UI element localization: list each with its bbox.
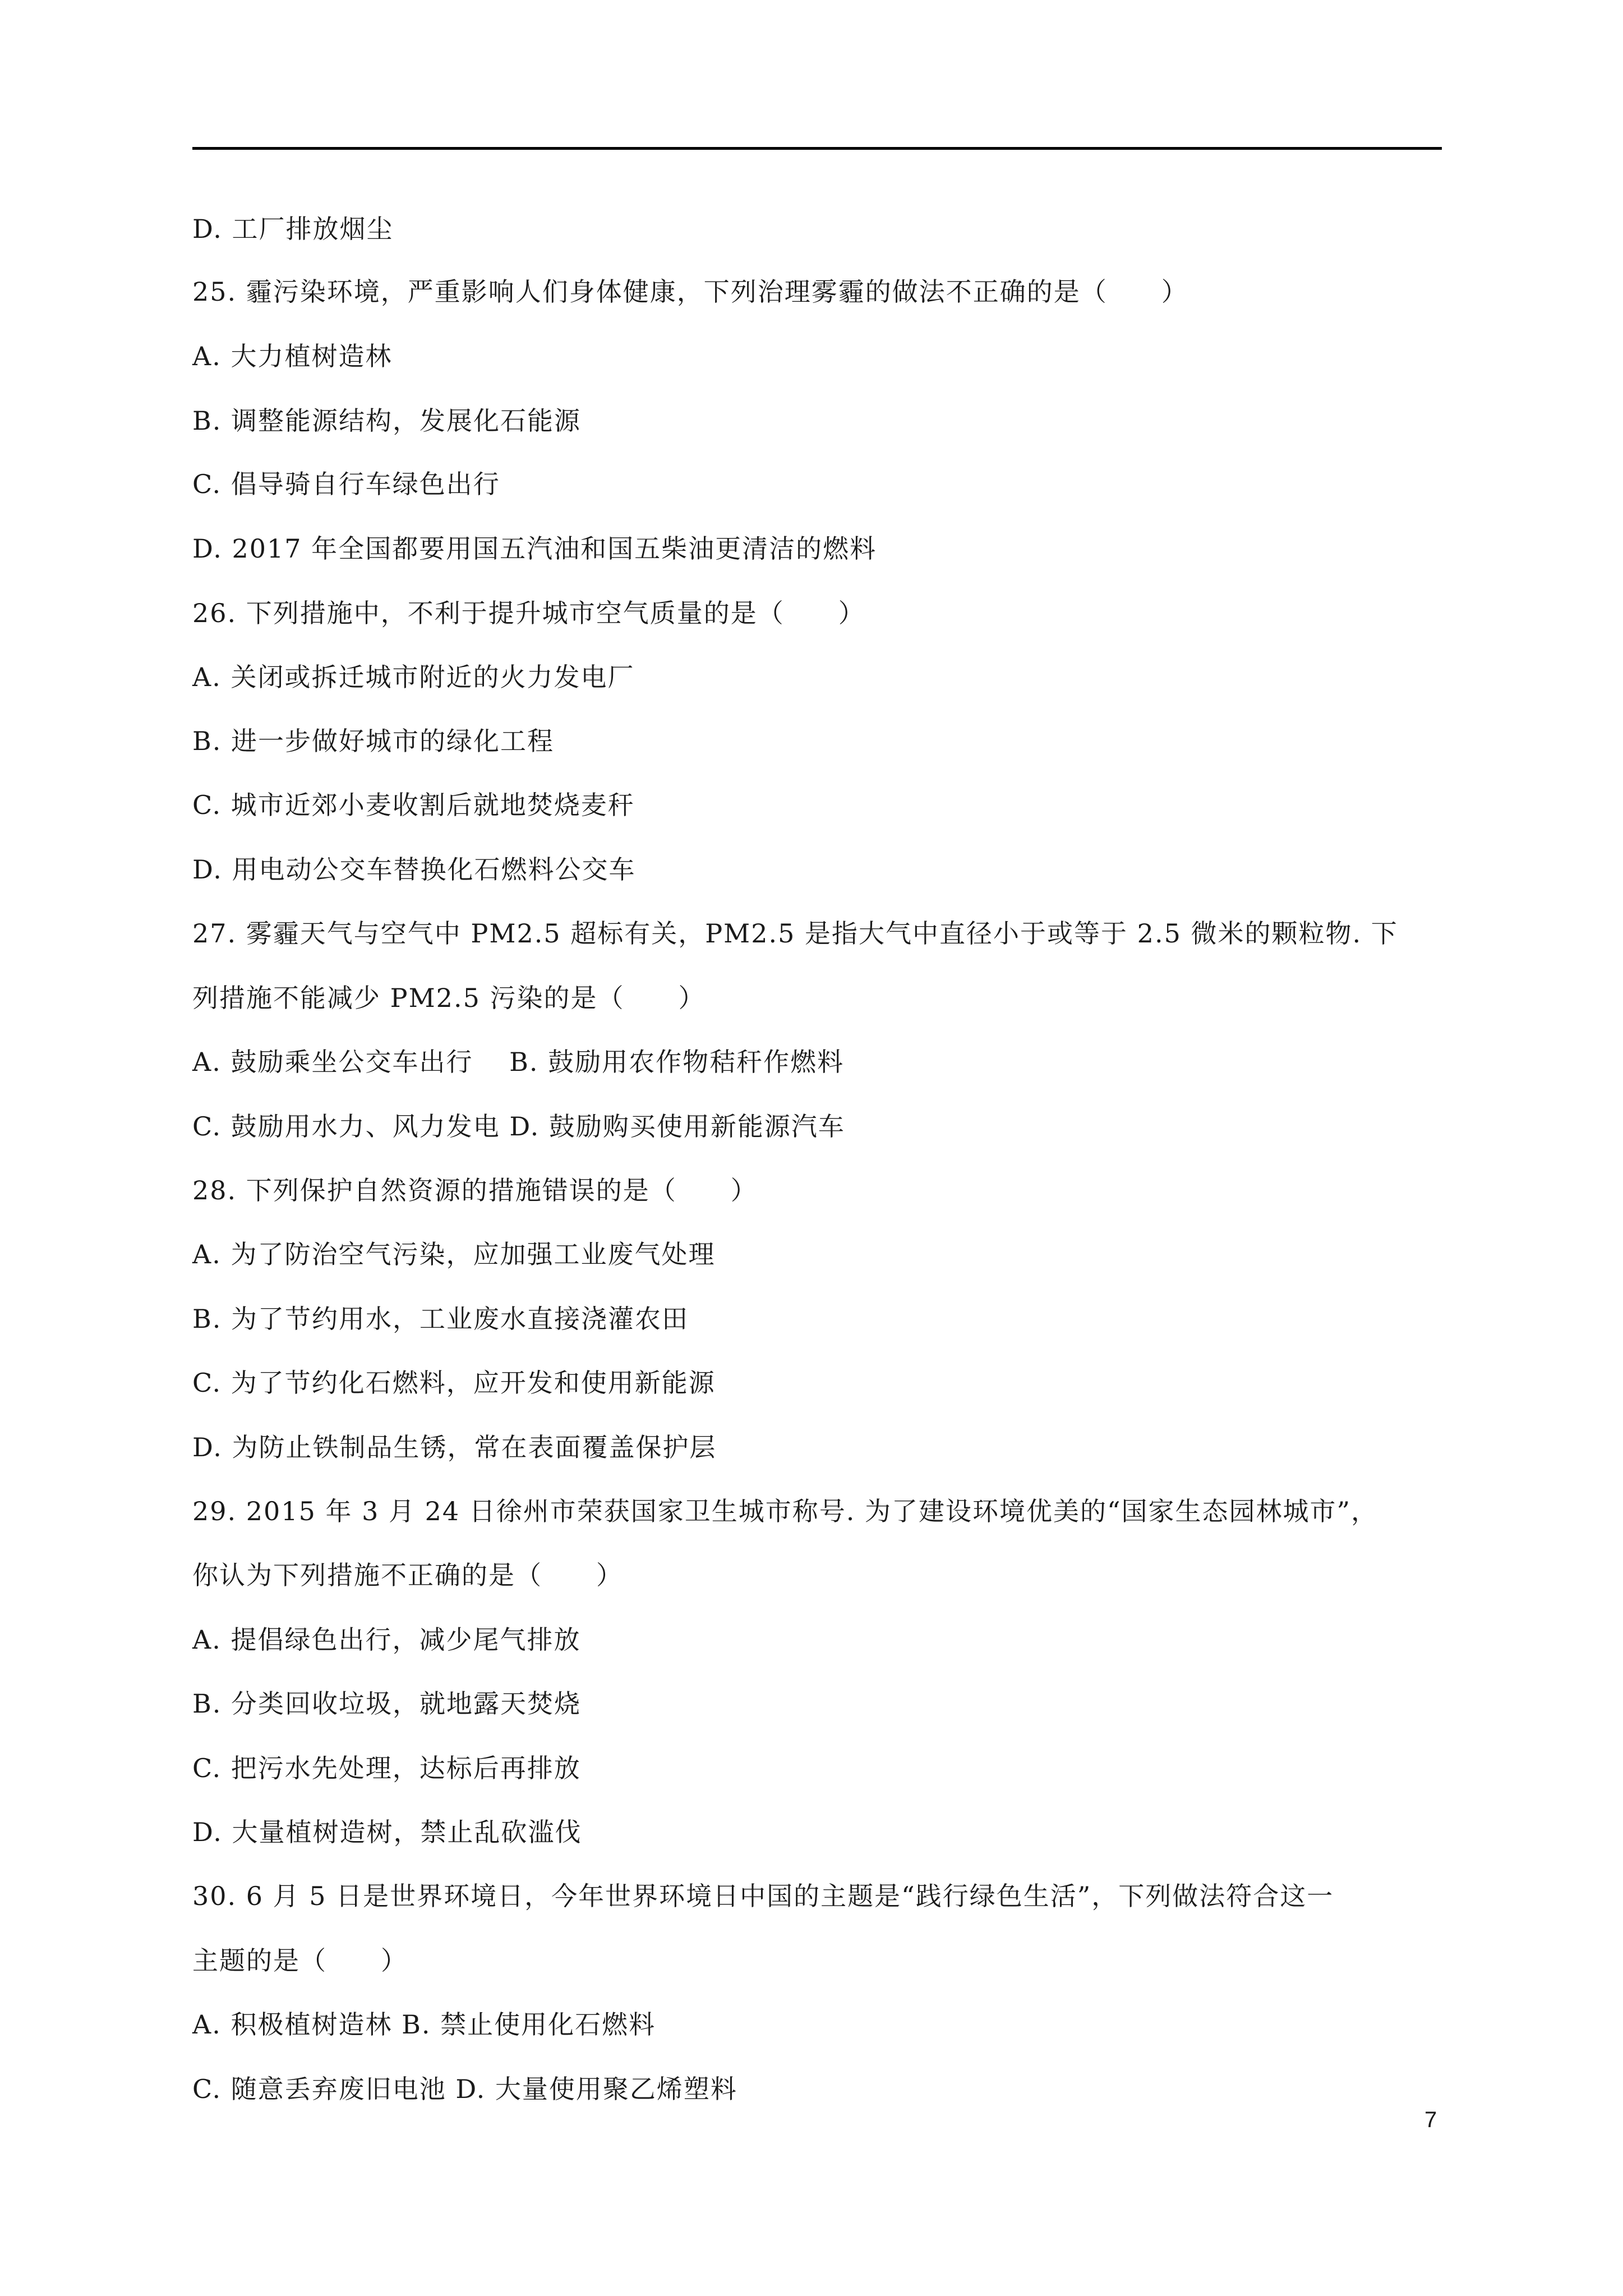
page-number: 7 — [1424, 2108, 1437, 2132]
text-line: D. 为防止铁制品生锈，常在表面覆盖保护层 — [192, 1432, 717, 1462]
text-line: D. 用电动公交车替换化石燃料公交车 — [192, 854, 636, 885]
text-line: A. 提倡绿色出行，减少尾气排放 — [192, 1625, 581, 1655]
text-line: B. 为了节约用水，工业废水直接浇灌农田 — [192, 1304, 689, 1334]
text-line: 列措施不能减少 PM2.5 污染的是（ ） — [192, 983, 706, 1013]
text-line: C. 把污水先处理，达标后再排放 — [192, 1753, 581, 1783]
text-line: D. 大量植树造树，禁止乱砍滥伐 — [192, 1817, 582, 1847]
text-line: 你认为下列措施不正确的是（ ） — [192, 1560, 623, 1590]
text-line: C. 倡导骑自行车绿色出行 — [192, 469, 500, 499]
text-line: C. 随意丢弃废旧电池 D. 大量使用聚乙烯塑料 — [192, 2074, 737, 2104]
text-line: A. 鼓励乘坐公交车出行 B. 鼓励用农作物秸秆作燃料 — [192, 1047, 845, 1077]
text-line: A. 为了防治空气污染，应加强工业废气处理 — [192, 1239, 716, 1269]
text-line: B. 调整能源结构，发展化石能源 — [192, 406, 582, 436]
text-line: A. 积极植树造林 B. 禁止使用化石燃料 — [192, 2009, 656, 2040]
question-27: 27. 雾霾天气与空气中 PM2.5 超标有关，PM2.5 是指大气中直径小于或等于 2.5 微米的颗粒物. 下 — [192, 918, 1398, 949]
text-line: 主题的是（ ） — [192, 1945, 408, 1976]
question-28: 28. 下列保护自然资源的措施错误的是（ ） — [192, 1175, 758, 1205]
text-line: D. 2017 年全国都要用国五汽油和国五柴油更清洁的燃料 — [192, 533, 877, 564]
text-line: B. 进一步做好城市的绿化工程 — [192, 726, 555, 756]
text-line: D. 工厂排放烟尘 — [192, 214, 394, 244]
question-30: 30. 6 月 5 日是世界环境日，今年世界环境日中国的主题是“践行绿色生活”，下列做法符合这一 — [192, 1881, 1334, 1911]
question-25: 25. 霾污染环境，严重影响人们身体健康，下列治理雾霾的做法不正确的是（ ） — [192, 277, 1188, 307]
text-line: C. 鼓励用水力、风力发电 D. 鼓励购买使用新能源汽车 — [192, 1111, 845, 1142]
question-26: 26. 下列措施中，不利于提升城市空气质量的是（ ） — [192, 598, 865, 628]
text-line: A. 关闭或拆迁城市附近的火力发电厂 — [192, 662, 635, 692]
text-line: A. 大力植树造林 — [192, 341, 393, 371]
header-rule — [192, 147, 1442, 150]
text-line: B. 分类回收垃圾，就地露天焚烧 — [192, 1688, 582, 1719]
text-line: C. 为了节约化石燃料，应开发和使用新能源 — [192, 1368, 716, 1398]
text-line: C. 城市近郊小麦收割后就地焚烧麦秆 — [192, 790, 635, 820]
question-29: 29. 2015 年 3 月 24 日徐州市荣获国家卫生城市称号. 为了建设环境优美的“国家生态园林城市”， — [192, 1496, 1378, 1526]
